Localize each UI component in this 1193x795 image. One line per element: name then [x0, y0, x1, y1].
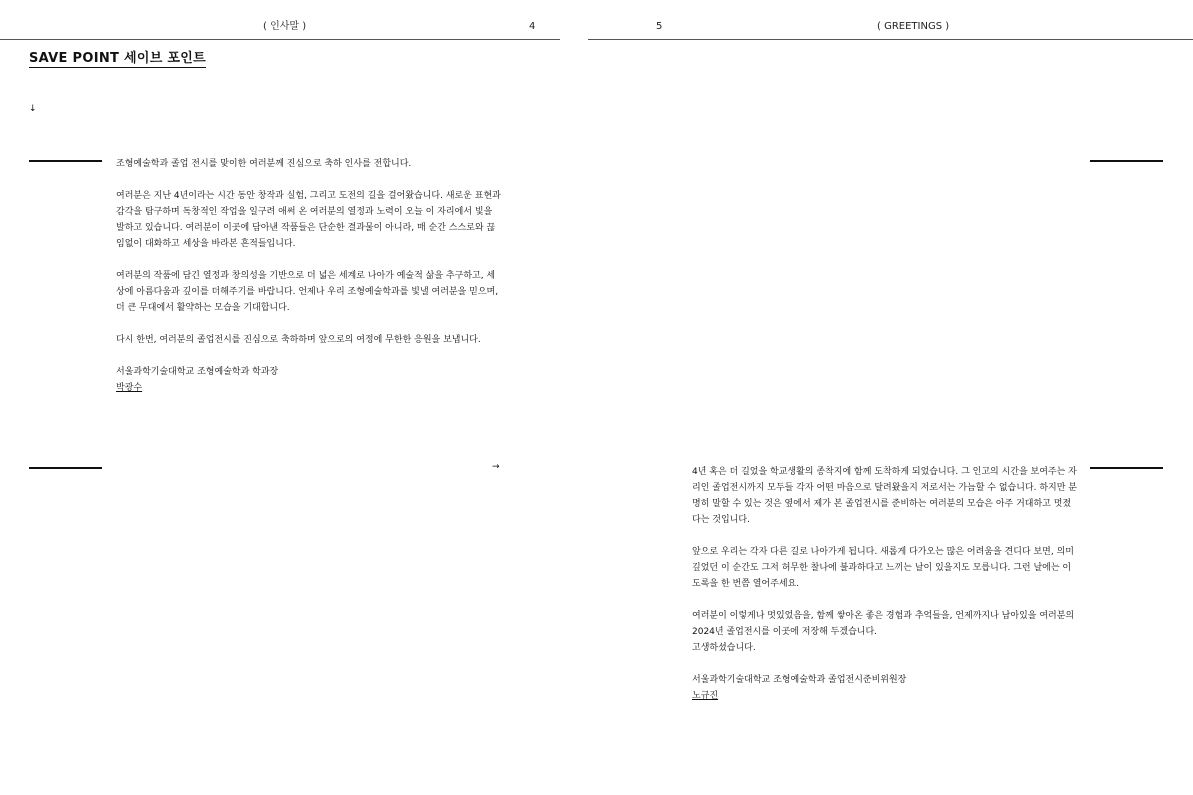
paragraph: 앞으로 우리는 각자 다른 길로 나아가게 됩니다. 새롭게 다가오는 많은 어려움을 견디다 보면, 의미 깊었던 이 순간도 그저 허무한 찰나에 불과하다고 느끼는 날이 있을지도 모릅니다. 그런 날에는 이 도록을 한 번쯤 열어주세요. — [692, 547, 1074, 589]
signature-title: 서울과학기술대학교 조형예술학과 졸업전시준비위원장 — [692, 675, 907, 685]
page-number: 4 — [529, 21, 536, 32]
left-page — [0, 0, 560, 795]
divider-dash — [1090, 160, 1163, 162]
divider-dash — [29, 160, 102, 162]
paragraph: 여러분의 작품에 담긴 열정과 창의성을 기반으로 더 넓은 세계로 나아가 예술적 삶을 추구하고, 세상에 아름다움과 깊이를 더해주기를 바랍니다. 언제나 우리 조형예술학과를 빛낼 여러분을 믿으며, 더 큰 무대에서 활약하는 모습을 기대합니다. — [116, 271, 499, 313]
signature-name: 박광수 — [116, 383, 143, 393]
signature-name: 노규진 — [692, 691, 719, 701]
divider-dash — [1090, 467, 1163, 469]
arrow-right-icon: → — [492, 462, 500, 472]
signature-title: 서울과학기술대학교 조형예술학과 학과장 — [116, 367, 279, 377]
header-rule — [0, 39, 560, 40]
arrow-down-icon: ↓ — [29, 104, 37, 114]
section-label: ( 인사말 ) — [263, 21, 307, 32]
right-page — [588, 0, 1193, 795]
paragraph: 여러분은 지난 4년이라는 시간 동안 창작과 실험, 그리고 도전의 길을 걸어왔습니다. 새로운 표현과 감각을 탐구하며 독창적인 작업을 일구려 애써 온 여러분의 열정과 노력이 오늘 이 자리에서 빛을 발하고 있습니다. 여러분이 이곳에 담아낸 작품들은 단순한 결과물이 아니라, 매 순간 스스로와 끊임없이 대화하고 세상을 바라본 흔적들입니다. — [116, 191, 501, 249]
logo: SAVE POINT 세이브 포인트 — [29, 51, 206, 66]
section-label: ( GREETINGS ) — [877, 21, 950, 32]
paragraph: 조형예술학과 졸업 전시를 맞이한 여러분께 진심으로 축하 인사를 전합니다. — [116, 159, 412, 169]
divider-dash — [29, 467, 102, 469]
page-number: 5 — [656, 21, 663, 32]
greeting-text-left — [116, 156, 502, 396]
paragraph: 4년 혹은 더 길었을 학교생활의 종착지에 함께 도착하게 되었습니다. 그 인고의 시간을 보여주는 자리인 졸업전시까지 모두들 각자 어떤 마음으로 달려왔을지 저로서는 가늠할 수 없습니다. 하지만 분명히 말할 수 있는 것은 옆에서 제가 본 졸업전시를 준비하는 여러분의 모습은 아주 거대하고 멋졌다는 것입니다. — [692, 467, 1077, 525]
paragraph: 다시 한번, 여러분의 졸업전시를 진심으로 축하하며 앞으로의 여정에 무한한 응원을 보냅니다. — [116, 335, 481, 345]
paragraph: 여러분이 이렇게나 멋있었음을, 함께 쌓아온 좋은 경험과 추억들을, 언제까지나 남아있을 여러분의 2024년 졸업전시를 이곳에 저장해 두겠습니다. — [692, 611, 1075, 637]
header-rule — [588, 39, 1193, 40]
greeting-text-right — [692, 464, 1078, 704]
paragraph: 고생하셨습니다. — [692, 643, 756, 653]
